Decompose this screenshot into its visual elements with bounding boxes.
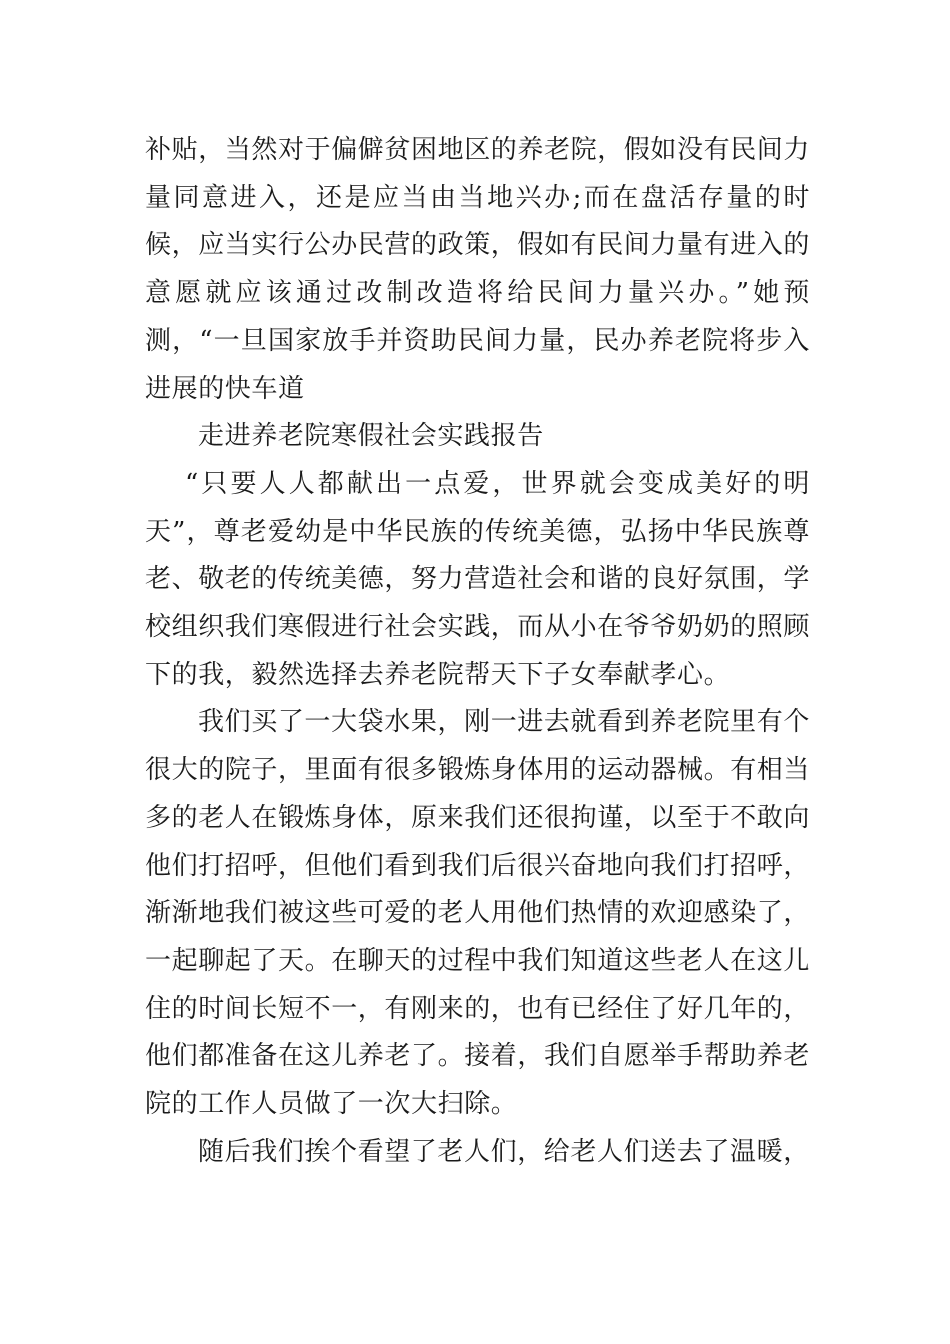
paragraph-followup: 随后我们挨个看望了老人们，给老人们送去了温暖， [198, 1136, 810, 1167]
document-body [145, 127, 810, 1176]
paragraph-intro: “只要人人都献出一点爱，世界就会变成美好的明天”，尊老爱幼是中华民族的传统美德，弘扬中华民族尊老、敬老的传统美德，努力营造社会和谐的良好氛围，学校组织我们寒假进行社会实践，而从小在爷爷奶奶的照顾下的我，毅然选择去养老院帮天下子女奉献孝心。 [145, 468, 811, 690]
report-title: 走进养老院寒假社会实践报告 [198, 421, 544, 452]
paragraph-continuation: 补贴，当然对于偏僻贫困地区的养老院，假如没有民间力量同意进入，还是应当由当地兴办;而在盘活存量的时候，应当实行公办民营的政策，假如有民间力量有进入的意愿就应该通过改制改造将给民间力量兴办。”她预测，“一旦国家放手并资助民间力量，民办养老院将步入进展的快车道 [145, 135, 811, 404]
paragraph-visit: 我们买了一大袋水果，刚一进去就看到养老院里有个很大的院子，里面有很多锻炼身体用的运动器械。有相当多的老人在锻炼身体，原来我们还很拘谨，以至于不敢向他们打招呼，但他们看到我们后很兴奋地向我们打招呼，渐渐地我们被这些可爱的老人用他们热情的欢迎感染了，一起聊起了天。在聊天的过程中我们知道这些老人在这儿住的时间长短不一，有刚来的，也有已经住了好几年的，他们都准备在这儿养老了。接着，我们自愿举手帮助养老院的工作人员做了一次大扫除。 [145, 707, 811, 1120]
